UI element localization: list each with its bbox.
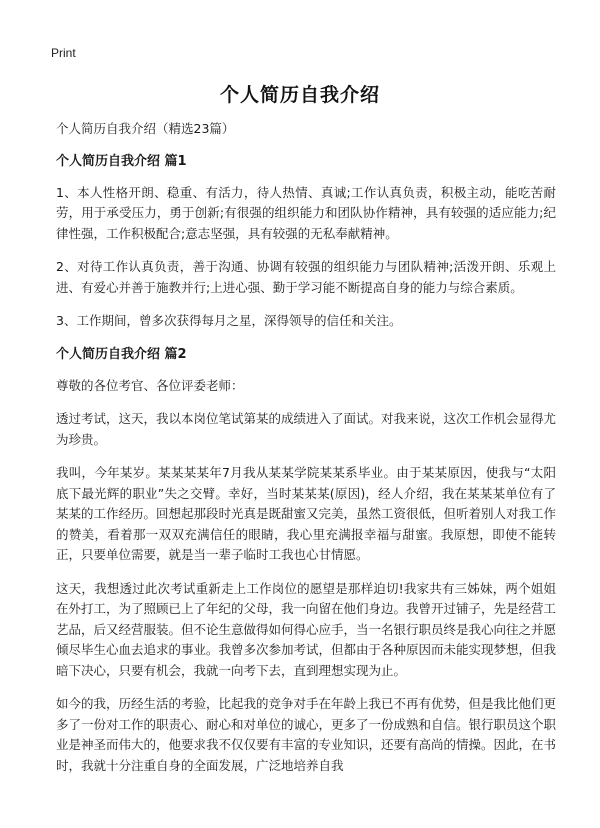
print-label: Print (51, 46, 76, 60)
paragraph: 这天，我想透过此次考试重新走上工作岗位的愿望是那样迫切!我家共有三姊妹，两个姐姐在外打工，为了照顾已上了年纪的父母，我一向留在他们身边。我曾开过铺子，先是经营工艺品，后又经营服装。但不论生意做得如何得心应手，当一名银行职员终是我心向往之并愿倾尽毕生心血去追求的事业。我曾多次参加考试，但都由于各种原因而未能实现梦想，但我暗下决心，只要有机会，我就一向考下去，直到理想实现为止。 (56, 580, 557, 678)
document-subtitle: 个人简历自我介绍（精选23篇） (56, 121, 235, 136)
paragraph: 2、对待工作认真负责，善于沟通、协调有较强的组织能力与团队精神;活泼开朗、乐观上进、有爱心并善于施教并行;上进心强、勤于学习能不断提高自身的能力与综合素质。 (56, 259, 556, 295)
document-title: 个人简历自我介绍 (219, 84, 380, 106)
paragraph: 如今的我，历经生活的考验，比起我的竞争对手在年龄上我已不再有优势，但是我比他们更多了一份对工作的职责心、耐心和对单位的诚心，更多了一份成熟和自信。银行职员这个职业是神圣而伟大的，他要求我不仅仅要有丰富的专业知识，还要有高尚的情操。因此，在书时，我就十分注重自身的全面发展，广泛地培养自我 (56, 696, 557, 773)
paragraph: 尊敬的各位考官、各位评委老师： (56, 377, 244, 393)
paragraph: 我叫，今年某岁。某某某某年7月我从某某学院某某系毕业。由于某某原因，使我与“太阳底下最光辉的职业”失之交臂。幸好，当时某某某(原因)，经人介绍，我在某某某单位有了某某的工作经历。回想起那段时光真是既甜蜜又完美，虽然工资很低，但听着别人对我工作的赞美，看着那一双双充满信任的眼睛，我心里充满报幸福与甜蜜。我原想，即使不能转正，只要单位需要，就是当一辈子临时工我也心甘情愿。 (56, 465, 557, 562)
paragraph: 1、本人性格开朗、稳重、有活力，待人热情、真诚;工作认真负责，积极主动，能吃苦耐劳，用于承受压力，勇于创新;有很强的组织能力和团队协作精神，具有较强的适应能力;纪律性强，工作积极配合;意志坚强，具有较强的无私奉献精神。 (56, 184, 556, 241)
paragraph: 透过考试，这天，我以本岗位笔试第某的成绩进入了面试。对我来说，这次工作机会显得尤为珍贵。 (56, 411, 557, 447)
section-heading: 个人简历自我介绍 篇1 (56, 153, 187, 169)
document-body (56, 119, 556, 789)
section-heading: 个人简历自我介绍 篇2 (56, 346, 187, 362)
paragraph: 3、工作期间，曾多次获得每月之星，深得领导的信任和关注。 (56, 313, 402, 328)
